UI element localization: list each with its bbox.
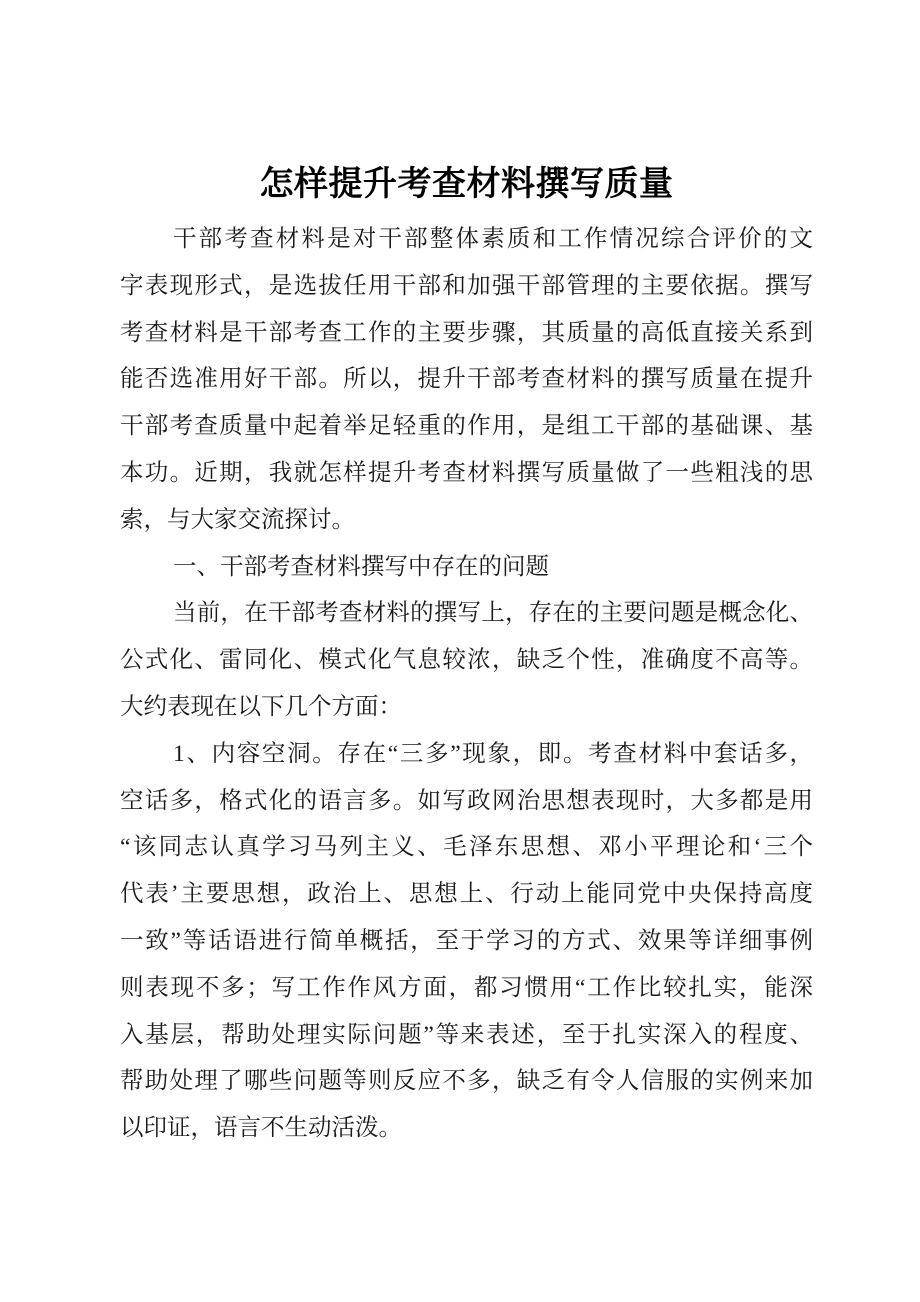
text-line: 入基层，帮助处理实际问题”等来表述，至于扎实深入的程度、 bbox=[120, 1021, 813, 1048]
text-line: “该同志认真学习马列主义、毛泽东思想、邓小平理论和‘三个 bbox=[120, 834, 813, 861]
text-line: 能否选准用好干部。所以，提升干部考查材料的撰写质量在提升 bbox=[120, 366, 813, 393]
text-line: 大约表现在以下几个方面： bbox=[120, 693, 402, 720]
text-line: 索，与大家交流探讨。 bbox=[120, 506, 355, 533]
text-line: 字表现形式，是选拔任用干部和加强干部管理的主要依据。撰写 bbox=[120, 272, 813, 299]
text-line: 帮助处理了哪些问题等则反应不多，缺乏有令人信服的实例来加 bbox=[120, 1068, 813, 1095]
text-line: 空话多，格式化的语言多。如写政网治思想表现时，大多都是用 bbox=[120, 787, 813, 814]
text-line: 1、内容空洞。存在“三多”现象，即。考查材料中套话多， bbox=[173, 740, 813, 767]
document-body bbox=[120, 216, 813, 1152]
text-line: 干部考查材料是对干部整体素质和工作情况综合评价的文 bbox=[173, 226, 813, 252]
text-line: 当前，在干部考查材料的撰写上，存在的主要问题是概念化、 bbox=[173, 600, 813, 627]
section-heading: 一、干部考查材料撰写中存在的问题 bbox=[173, 553, 549, 580]
text-line: 代表’主要思想，政治上、思想上、行动上能同党中央保持高度 bbox=[120, 881, 813, 908]
document-title: 怎样提升考查材料撰写质量 bbox=[259, 166, 674, 203]
text-line: 公式化、雷同化、模式化气息较浓，缺乏个性，准确度不高等。 bbox=[120, 647, 813, 674]
text-line: 一致”等话语进行简单概括，至于学习的方式、效果等详细事例 bbox=[120, 927, 813, 954]
text-line: 考查材料是干部考查工作的主要步骤，其质量的高低直接关系到 bbox=[120, 319, 813, 346]
text-line: 本功。近期，我就怎样提升考查材料撰写质量做了一些粗浅的思 bbox=[120, 459, 813, 486]
text-line: 以印证，语言不生动活泼。 bbox=[120, 1115, 402, 1142]
text-line: 干部考查质量中起着举足轻重的作用，是组工干部的基础课、基 bbox=[120, 413, 813, 440]
text-line: 则表现不多；写工作作风方面，都习惯用“工作比较扎实，能深 bbox=[120, 974, 813, 1001]
document-content bbox=[120, 166, 813, 1152]
